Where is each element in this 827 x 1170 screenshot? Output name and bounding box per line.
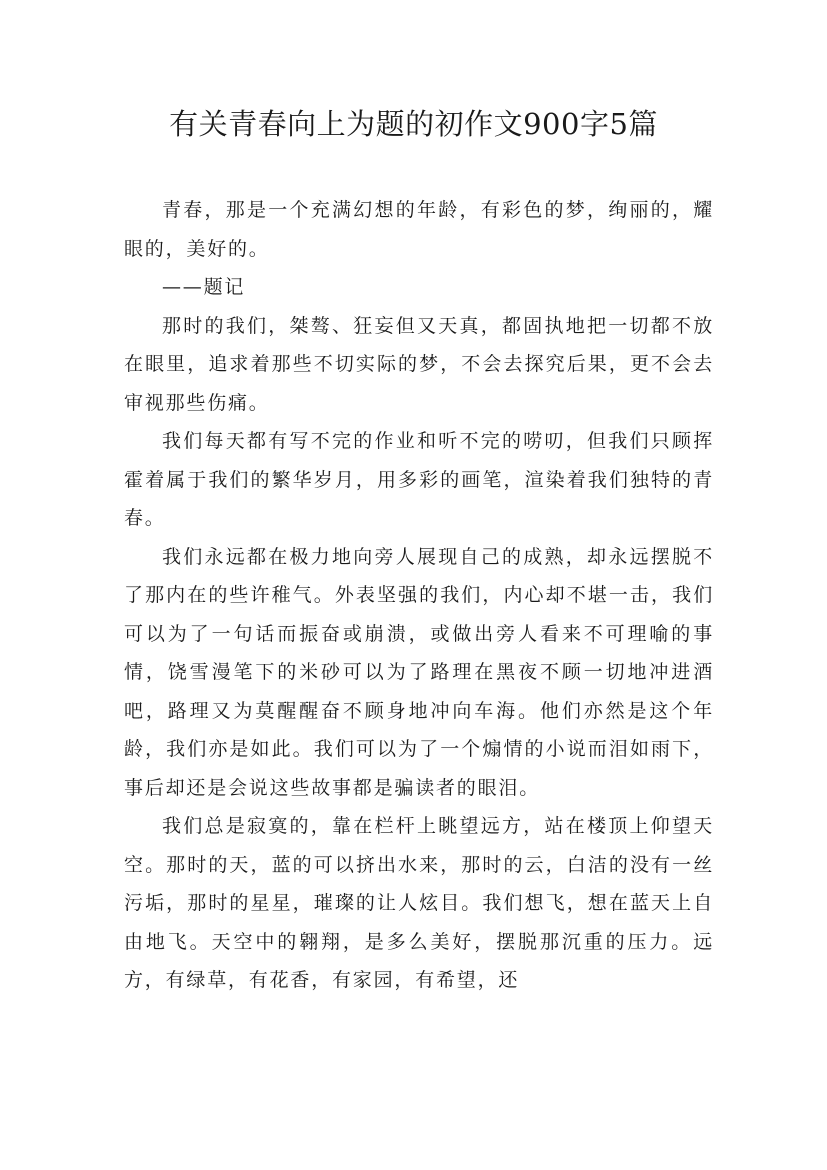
paragraph-epigraph-note: ——题记 (162, 276, 246, 298)
paragraph: 那时的我们，桀骜、狂妄但又天真，都固执地把一切都不放在眼里，追求着那些不切实际的梦，不会去探究后果，更不会去审视那些伤痛。 (124, 314, 714, 414)
document-title: 有关青春向上为题的初作文900字5篇 (169, 107, 658, 141)
paragraph-intro: 青春，那是一个充满幻想的年龄，有彩色的梦，绚丽的，耀眼的，美好的。 (124, 199, 714, 260)
paragraph: 我们永远都在极力地向旁人展现自己的成熟，却永远摆脱不了那内在的些许稚气。外表坚强的我们，内心却不堪一击，我们可以为了一句话而振奋或崩溃，或做出旁人看来不可理喻的事情，饶雪漫笔下的米砂可以为了路理在黑夜不顾一切地冲进酒吧，路理又为莫醒醒奋不顾身地冲向车海。他们亦然是这个年龄，我们亦是如此。我们可以为了一个煽情的小说而泪如雨下，事后却还是会说这些故事都是骗读者的眼泪。 (124, 545, 714, 799)
paragraph: 我们总是寂寞的，靠在栏杆上眺望远方，站在楼顶上仰望天空。那时的天，蓝的可以挤出水来，那时的云，白洁的没有一丝污垢，那时的星星，璀璨的让人炫目。我们想飞，想在蓝天上自由地飞。天空中的翱翔，是多么美好，摆脱那沉重的压力。远方，有绿草，有花香，有家园，有希望，还 (124, 815, 714, 991)
paragraph: 我们每天都有写不完的作业和听不完的唠叨，但我们只顾挥霍着属于我们的繁华岁月，用多彩的画笔，渲染着我们独特的青春。 (124, 430, 714, 529)
document-body (124, 191, 714, 1000)
